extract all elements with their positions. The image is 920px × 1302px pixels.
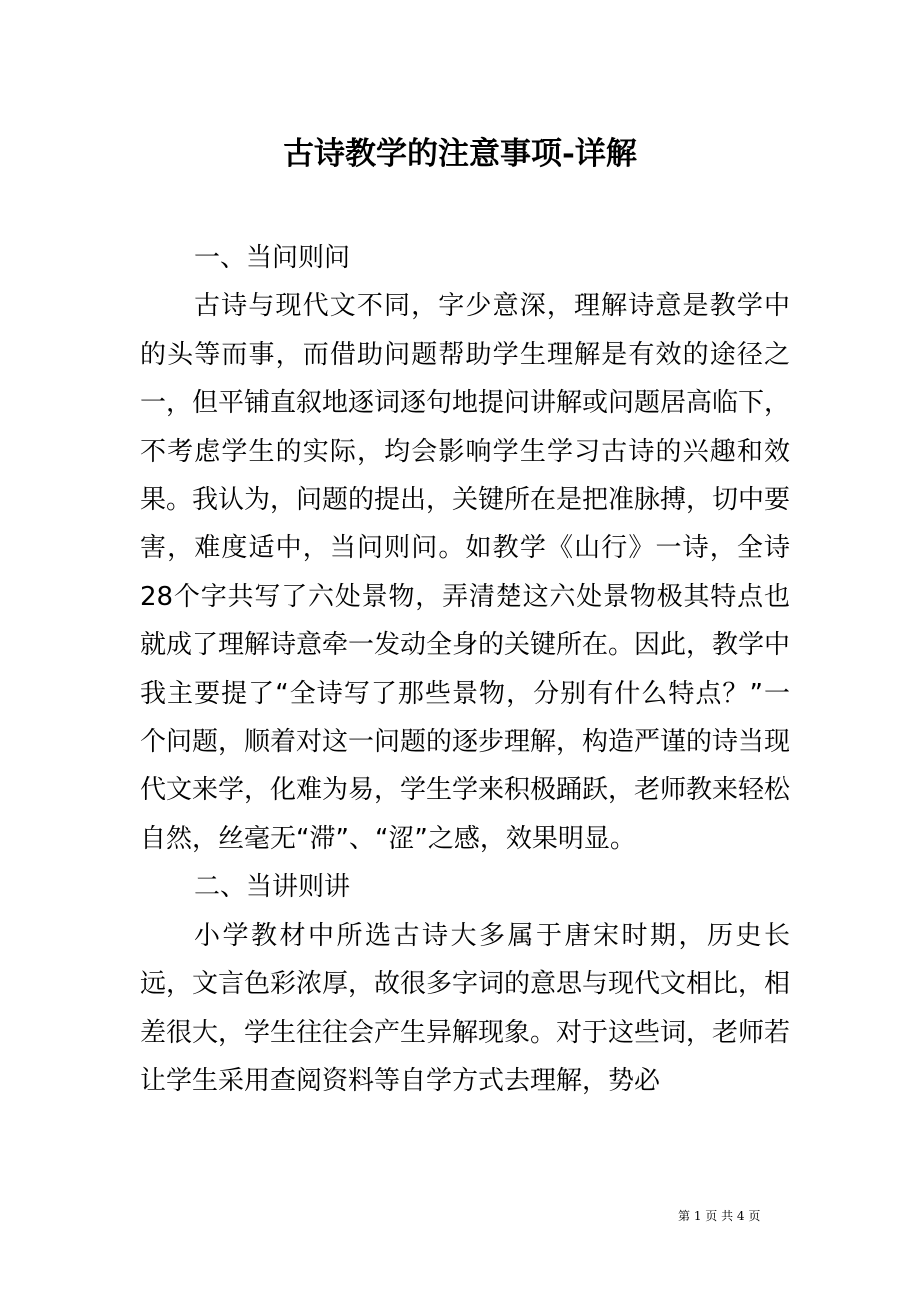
- paragraph-2: 小学教材中所选古诗大多属于唐宋时期，历史长远，文言色彩浓厚，故很多字词的意思与现代文相比，相差很大，学生往往会产生异解现象。对于这些词，老师若让学生采用查阅资料等自学方式去理解，势必: [140, 920, 791, 1096]
- document-body: [140, 234, 790, 1105]
- section-heading-2: 二、当讲则讲: [194, 872, 351, 903]
- paragraph-1: 古诗与现代文不同，字少意深，理解诗意是教学中的头等而事，而借助问题帮助学生理解是有效的途径之一，但平铺直叙地逐词逐句地提问讲解或问题居高临下，不考虑学生的实际，均会影响学生学习古诗的兴趣和效果。我认为，问题的提出，关键所在是把准脉搏，切中要害，难度适中，当问则问。如教学《山行》一诗，全诗28个字共写了六处景物，弄清楚这六处景物极其特点也就成了理解诗意牵一发动全身的关键所在。因此，教学中我主要提了“全诗写了那些景物，分别有什么特点？”一个问题，顺着对这一问题的逐步理解，构造严谨的诗当现代文来学，化难为易，学生学来积极踊跃，老师教来轻松自然，丝毫无“滞”、“涩”之感，效果明显。: [140, 291, 791, 854]
- section-heading-1: 一、当问则问: [194, 243, 351, 273]
- page-number: 第 1 页 共 4 页: [678, 1209, 761, 1223]
- document-title: 古诗教学的注意事项-详解: [283, 136, 637, 172]
